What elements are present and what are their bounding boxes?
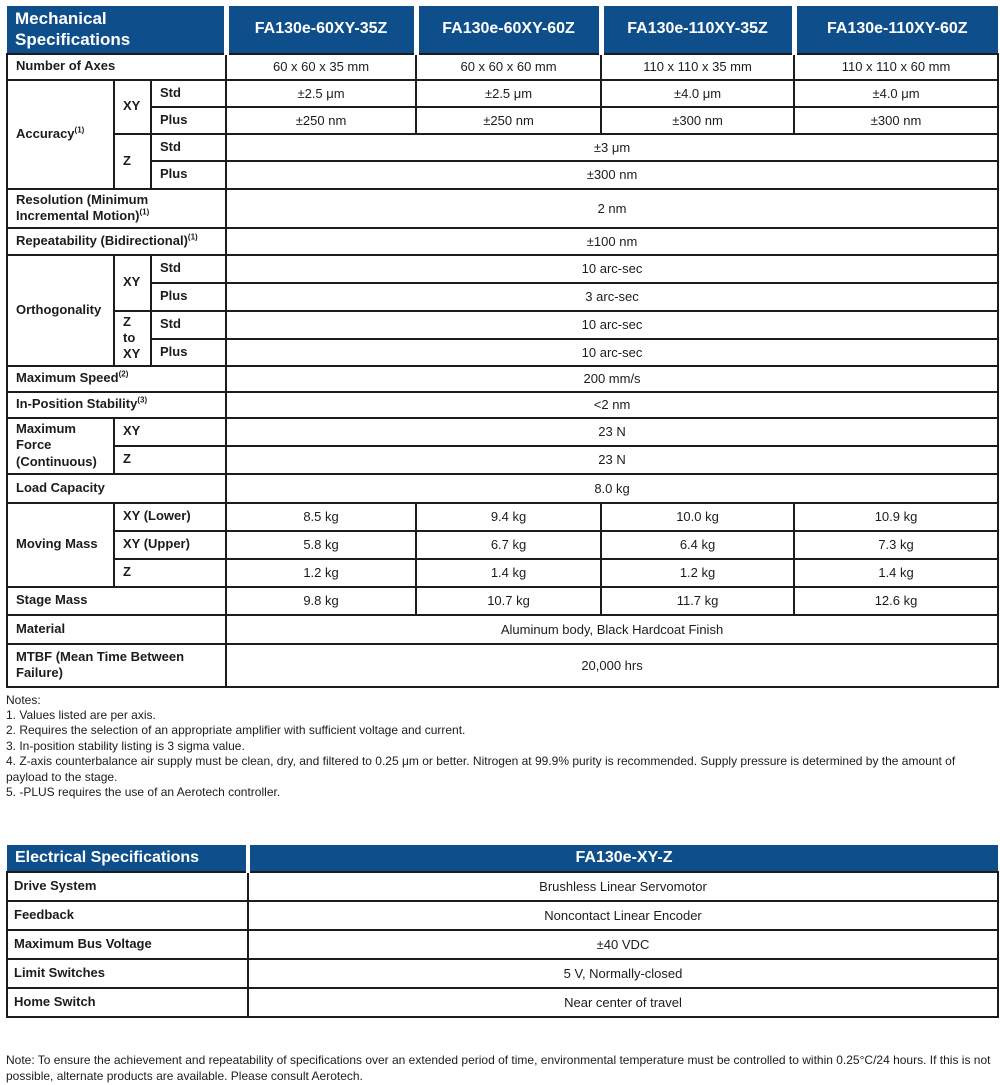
spec-cell: 5 V, Normally-closed: [248, 959, 998, 988]
sub-label-force-xy: XY: [114, 418, 226, 446]
row-moving-mass-xy-lower: [7, 503, 998, 531]
spec-cell-span: 2 nm: [226, 189, 998, 228]
spec-cell-span: ±3 μm: [226, 134, 998, 161]
footnote-marker-2: (2): [118, 370, 129, 380]
note-line-3: 3. In-position stability listing is 3 sigma value.: [6, 738, 245, 753]
row-orthogonality-xy-plus: [7, 283, 998, 311]
spec-cell: 1.4 kg: [416, 559, 601, 587]
spec-cell: 9.4 kg: [416, 503, 601, 531]
spec-cell-span: 20,000 hrs: [226, 644, 998, 687]
spec-cell: 6.4 kg: [601, 531, 794, 559]
grade-label-plus: Plus: [151, 283, 226, 311]
column-header-model-4: FA130e-110XY-60Z: [794, 6, 998, 54]
electrical-column-header-model: FA130e-XY-Z: [248, 845, 998, 872]
row-label-feedback: Feedback: [7, 901, 248, 930]
footnote-marker-1: (1): [187, 232, 198, 242]
grade-label-std: Std: [151, 134, 226, 161]
row-label-accuracy: Accuracy$^{(1)}$: [7, 80, 114, 189]
grade-label-std: Std: [151, 311, 226, 339]
row-label-home-switch: Home Switch: [7, 988, 248, 1017]
row-stage-mass: [7, 587, 998, 615]
row-label-number-of-axes: Number of Axes: [7, 54, 226, 80]
spec-cell: ±250 nm: [226, 107, 416, 134]
notes-heading: Notes:: [6, 692, 41, 707]
footnote-marker-1: (1): [74, 125, 85, 135]
notes-block: [6, 693, 994, 801]
row-limit-switches: [7, 959, 998, 988]
spec-cell: 5.8 kg: [226, 531, 416, 559]
spec-cell: 6.7 kg: [416, 531, 601, 559]
note-line-2: 2. Requires the selection of an appropriate amplifier with sufficient voltage and current.: [6, 723, 466, 738]
spec-cell: Brushless Linear Servomotor: [248, 872, 998, 901]
spec-cell: 60 x 60 x 35 mm: [226, 54, 416, 80]
row-label-maximum-force: Maximum Force (Continuous): [7, 418, 114, 474]
sub-label-accuracy-z: Z: [114, 134, 151, 189]
row-number-of-axes: [7, 54, 998, 80]
grade-label-plus: Plus: [151, 339, 226, 366]
electrical-header-row: [7, 845, 998, 872]
grade-label-plus: Plus: [151, 161, 226, 189]
environment-note: Note: To ensure the achievement and repeatability of specifications over an extended period of time, environmental temperature must be controlled to within 0.25°C/24 hours. If this is not possible, alternate products are available. Please consult Aerotech.: [6, 1052, 991, 1083]
spec-cell: 10.9 kg: [794, 503, 998, 531]
spec-cell: ±4.0 μm: [794, 80, 998, 107]
spec-cell: 7.3 kg: [794, 531, 998, 559]
row-resolution: [7, 189, 998, 228]
spec-cell: 110 x 110 x 60 mm: [794, 54, 998, 80]
electrical-specs-table: [6, 845, 999, 1018]
spec-cell-span: 10 arc-sec: [226, 311, 998, 339]
spec-cell-span: 8.0 kg: [226, 474, 998, 503]
row-maximum-force-z: [7, 446, 998, 474]
row-orthogonality-ztoxy-plus: [7, 339, 998, 366]
row-accuracy-xy-std: [7, 80, 998, 107]
spec-cell: 1.2 kg: [601, 559, 794, 587]
mechanical-table-title-text: Mechanical Specifications: [15, 9, 131, 50]
grade-label-plus: Plus: [151, 107, 226, 134]
row-accuracy-z-std: [7, 134, 998, 161]
row-label-material: Material: [7, 615, 226, 644]
sub-label-orthogonality-xy: XY: [114, 255, 151, 311]
row-label-stage-mass: Stage Mass: [7, 587, 226, 615]
row-label-drive-system: Drive System: [7, 872, 248, 901]
row-orthogonality-xy-std: [7, 255, 998, 283]
sub-label-accuracy-xy: XY: [114, 80, 151, 134]
mechanical-header-row: [7, 6, 998, 54]
spec-cell: ±300 nm: [601, 107, 794, 134]
row-mtbf: [7, 644, 998, 687]
footnote-marker-3: (3): [137, 396, 148, 406]
row-label-moving-mass: Moving Mass: [7, 503, 114, 587]
spec-cell: ±250 nm: [416, 107, 601, 134]
spec-cell: 60 x 60 x 60 mm: [416, 54, 601, 80]
row-label-in-position-stability: In-Position Stability$^{(3)}$: [7, 392, 226, 418]
note-line-1: 1. Values listed are per axis.: [6, 707, 156, 722]
spec-cell: ±2.5 μm: [416, 80, 601, 107]
grade-label-std: Std: [151, 255, 226, 283]
sub-label-force-z: Z: [114, 446, 226, 474]
sub-label-z: Z: [114, 559, 226, 587]
mechanical-table-title: [7, 6, 226, 54]
row-moving-mass-z: [7, 559, 998, 587]
spec-cell: 1.2 kg: [226, 559, 416, 587]
spec-cell-span: 23 N: [226, 446, 998, 474]
electrical-table-title: Electrical Specifications: [7, 845, 248, 872]
spec-cell: Near center of travel: [248, 988, 998, 1017]
column-header-model-2: FA130e-60XY-60Z: [416, 6, 601, 54]
row-maximum-speed: [7, 366, 998, 392]
note-line-4: 4. Z-axis counterbalance air supply must be clean, dry, and filtered to 0.25 μm or better. Nitrogen at 99.9% purity is recommended. Supply pressure is determined by the amount of payload to the stage.: [6, 754, 956, 784]
footnote-marker-1: (1): [139, 207, 150, 217]
row-label-limit-switches: Limit Switches: [7, 959, 248, 988]
column-header-model-1: FA130e-60XY-35Z: [226, 6, 416, 54]
spec-cell: 10.0 kg: [601, 503, 794, 531]
row-in-position-stability: [7, 392, 998, 418]
spec-cell-span: ±100 nm: [226, 228, 998, 255]
spec-cell-span: <2 nm: [226, 392, 998, 418]
spec-cell: 1.4 kg: [794, 559, 998, 587]
sub-label-xy-upper: XY (Upper): [114, 531, 226, 559]
row-home-switch: [7, 988, 998, 1017]
spec-cell-span: ±300 nm: [226, 161, 998, 189]
spec-cell: 10.7 kg: [416, 587, 601, 615]
row-label-load-capacity: Load Capacity: [7, 474, 226, 503]
spec-cell: ±2.5 μm: [226, 80, 416, 107]
spec-cell: 9.8 kg: [226, 587, 416, 615]
spec-cell-span: 200 mm/s: [226, 366, 998, 392]
row-label-maximum-speed: Maximum Speed$^{(2)}$: [7, 366, 226, 392]
spec-cell: ±4.0 μm: [601, 80, 794, 107]
spec-cell-span: 3 arc-sec: [226, 283, 998, 311]
row-drive-system: [7, 872, 998, 901]
mechanical-specs-table: [6, 6, 999, 688]
row-orthogonality-ztoxy-std: [7, 311, 998, 339]
row-label-repeatability: Repeatability (Bidirectional)$^{(1)}$: [7, 228, 226, 255]
spec-cell: 110 x 110 x 35 mm: [601, 54, 794, 80]
row-label-resolution: Resolution (Minimum Incremental Motion)$^{(1)}$: [7, 189, 226, 228]
row-label-maximum-bus-voltage: Maximum Bus Voltage: [7, 930, 248, 959]
row-maximum-bus-voltage: [7, 930, 998, 959]
spec-cell: 11.7 kg: [601, 587, 794, 615]
row-maximum-force-xy: [7, 418, 998, 446]
row-material: [7, 615, 998, 644]
row-feedback: [7, 901, 998, 930]
spec-cell-span: Aluminum body, Black Hardcoat Finish: [226, 615, 998, 644]
row-repeatability: [7, 228, 998, 255]
spec-cell-span: 10 arc-sec: [226, 339, 998, 366]
spec-cell-span: 23 N: [226, 418, 998, 446]
sub-label-xy-lower: XY (Lower): [114, 503, 226, 531]
row-label-mtbf: MTBF (Mean Time Between Failure): [7, 644, 226, 687]
spec-cell: 12.6 kg: [794, 587, 998, 615]
row-load-capacity: [7, 474, 998, 503]
row-accuracy-xy-plus: [7, 107, 998, 134]
spec-cell: ±40 VDC: [248, 930, 998, 959]
column-header-model-3: FA130e-110XY-35Z: [601, 6, 794, 54]
row-accuracy-z-plus: [7, 161, 998, 189]
spec-cell: ±300 nm: [794, 107, 998, 134]
note-line-5: 5. -PLUS requires the use of an Aerotech controller.: [6, 785, 281, 800]
spec-cell: Noncontact Linear Encoder: [248, 901, 998, 930]
row-moving-mass-xy-upper: [7, 531, 998, 559]
sub-label-orthogonality-z-to-xy: Z to XY: [114, 311, 151, 366]
spec-cell-span: 10 arc-sec: [226, 255, 998, 283]
row-label-orthogonality: Orthogonality: [7, 255, 114, 366]
grade-label-std: Std: [151, 80, 226, 107]
spec-cell: 8.5 kg: [226, 503, 416, 531]
